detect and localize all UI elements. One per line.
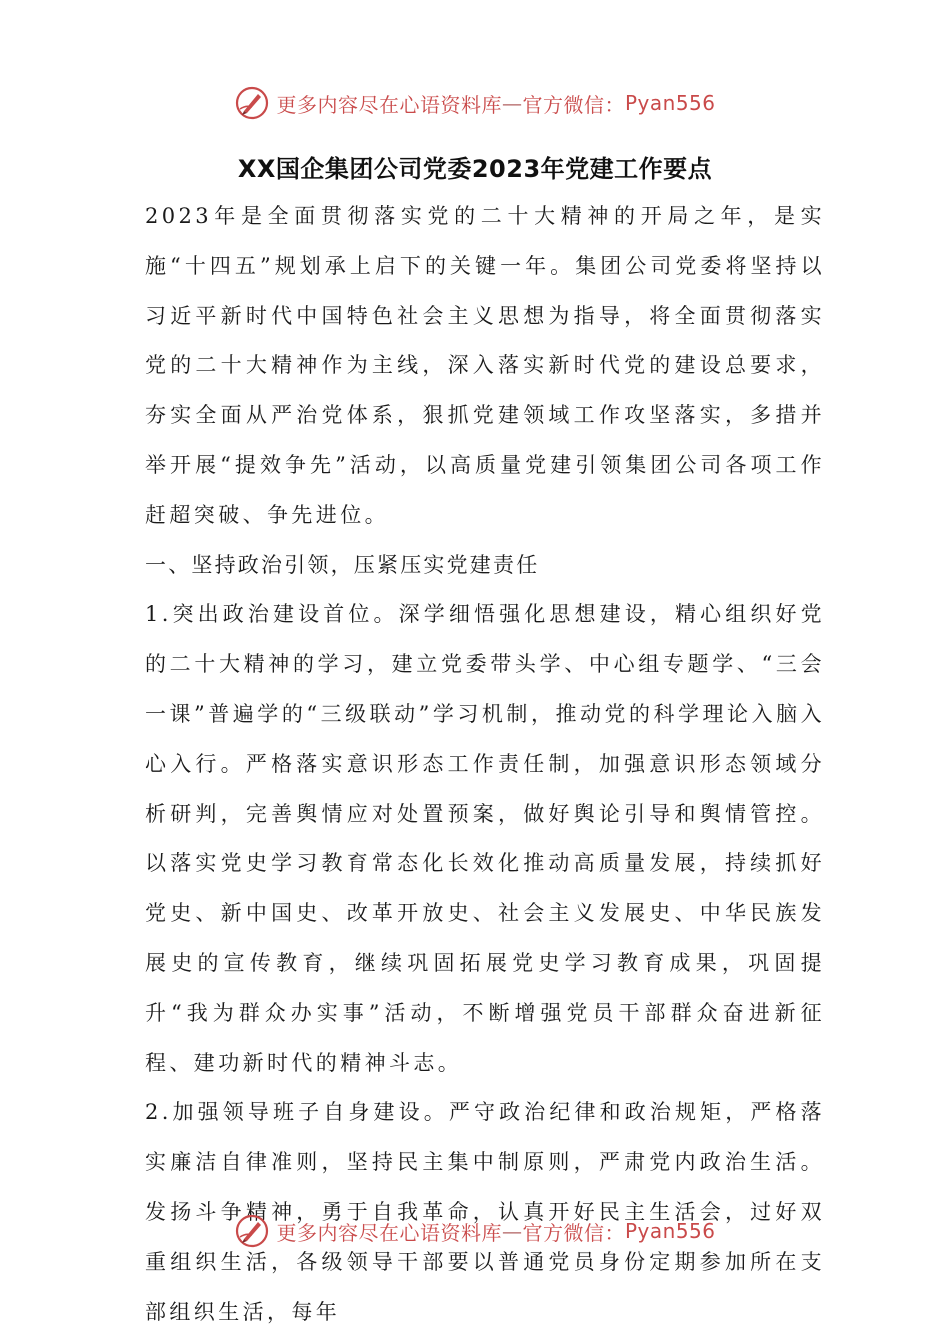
banner-wechat-label: 官方微信： (522, 1220, 625, 1245)
banner-separator: — (501, 91, 523, 115)
document-body (145, 192, 825, 1337)
header-watermark-banner (0, 80, 950, 126)
pen-logo-icon (234, 1213, 270, 1249)
banner-wechat-label: 官方微信： (522, 92, 625, 117)
pen-logo-icon (234, 85, 270, 121)
item-paragraph-1: 1.突出政治建设首位。深学细悟强化思想建设，精心组织好党的二十大精神的学习，建立党委带头学、中心组专题学、“三会一课”普遍学的“三级联动”学习机制，推动党的科学理论入脑入心入行。严格落实意识形态工作责任制，加强意识形态领域分析研判，完善舆情应对处置预案，做好舆论引导和舆情管控。以落实党史学习教育常态化长效化推动高质量发展，持续抓好党史、新中国史、改革开放史、社会主义发展史、中华民族发展史的宣传教育，继续巩固拓展党史学习教育成果，巩固提升“我为群众办实事”活动，不断增强党员干部群众奋进新征程、建功新时代的精神斗志。 (145, 602, 825, 1075)
section-heading: 一、坚持政治引领，压紧压实党建责任 (145, 552, 540, 577)
banner-text: 更多内容尽在心语资料库 (276, 1220, 502, 1245)
footer-watermark-banner (0, 1208, 950, 1254)
intro-paragraph: 2023年是全面贯彻落实党的二十大精神的开局之年，是实施“十四五”规划承上启下的关键一年。集团公司党委将坚持以习近平新时代中国特色社会主义思想为指导，将全面贯彻落实党的二十大精神作为主线，深入落实新时代党的建设总要求，夯实全面从严治党体系，狠抓党建领域工作攻坚落实，多措并举开展“提效争先”活动，以高质量党建引领集团公司各项工作赶超突破、争先进位。 (145, 204, 825, 527)
item-paragraph-2: 2.加强领导班子自身建设。严守政治纪律和政治规矩，严格落实廉洁自律准则，坚持民主集中制原则，严肃党内政治生活。发扬斗争精神，勇于自我革命，认真开好民主生活会，过好双重组织生活，各级领导干部要以普通党员身份定期参加所在支部组织生活，每年 (145, 1100, 825, 1324)
banner-text: 更多内容尽在心语资料库 (276, 92, 502, 117)
banner-wechat-id: Pyan556 (624, 91, 716, 115)
banner-separator: — (501, 1219, 523, 1243)
banner-wechat-id: Pyan556 (624, 1219, 716, 1243)
document-title: XX国企集团公司党委2023年党建工作要点 (237, 155, 713, 183)
